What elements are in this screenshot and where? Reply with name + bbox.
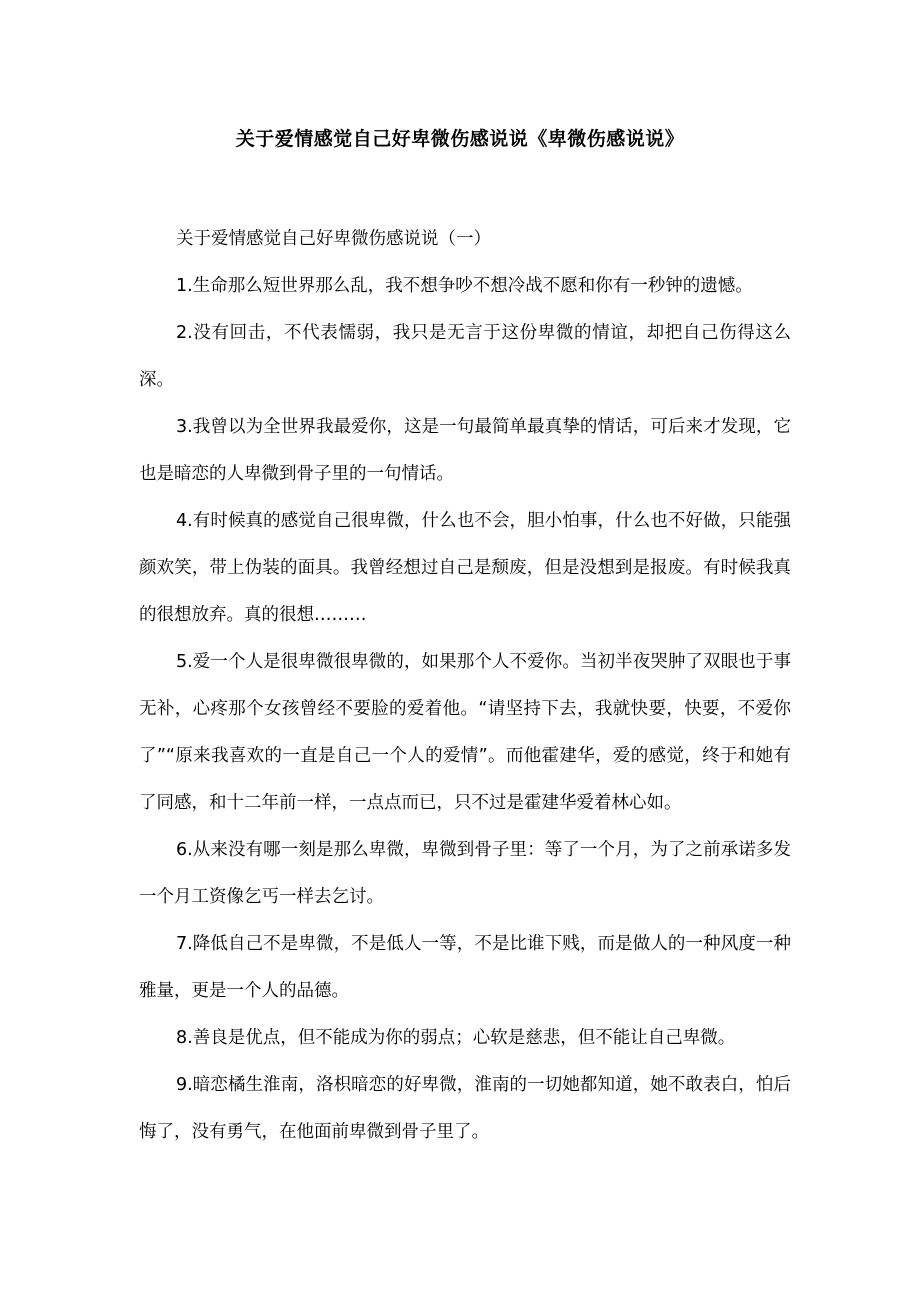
paragraph-1: 1.生命那么短世界那么乱，我不想争吵不想冷战不愿和你有一秒钟的遗憾。 (176, 276, 753, 296)
paragraph-5: 5.爱一个人是很卑微很卑微的，如果那个人不爱你。当初半夜哭肿了双眼也于事无补，心疼那个女孩曾经不要脸的爱着他。“请坚持下去，我就快要，快要，不爱你了”“原来我喜欢的一直是自己一个人的爱情”。而他霍建华，爱的感觉，终于和她有了同感，和十二年前一样，一点点而已，只不过是霍建华爱着林心如。 (139, 652, 791, 813)
document-title: 关于爱情感觉自己好卑微伤感说说《卑微伤感说说》 (235, 128, 685, 150)
paragraph-8: 8.善良是优点，但不能成为你的弱点；心软是慈悲，但不能让自己卑微。 (176, 1028, 736, 1048)
paragraph-7: 7.降低自己不是卑微，不是低人一等，不是比谁下贱，而是做人的一种风度一种雅量，更是一个人的品德。 (139, 934, 791, 1001)
paragraph-9: 9.暗恋橘生淮南，洛枳暗恋的好卑微，淮南的一切她都知道，她不敢表白，怕后悔了，没有勇气，在他面前卑微到骨子里了。 (139, 1075, 791, 1142)
paragraph-3: 3.我曾以为全世界我最爱你，这是一句最简单最真挚的情话，可后来才发现，它也是暗恋的人卑微到骨子里的一句情话。 (139, 417, 791, 484)
paragraph-6: 6.从来没有哪一刻是那么卑微，卑微到骨子里：等了一个月，为了之前承诺多发一个月工资像乞丐一样去乞讨。 (139, 840, 791, 907)
section-heading: 关于爱情感觉自己好卑微伤感说说（一） (176, 229, 491, 249)
paragraph-2: 2.没有回击，不代表懦弱，我只是无言于这份卑微的情谊，却把自己伤得这么深。 (139, 323, 791, 390)
paragraph-4: 4.有时候真的感觉自己很卑微，什么也不会，胆小怕事，什么也不好做，只能强颜欢笑，带上伪装的面具。我曾经想过自己是颓废，但是没想到是报废。有时候我真的很想放弃。真的很想……… (139, 511, 791, 625)
document-body (139, 216, 791, 1156)
